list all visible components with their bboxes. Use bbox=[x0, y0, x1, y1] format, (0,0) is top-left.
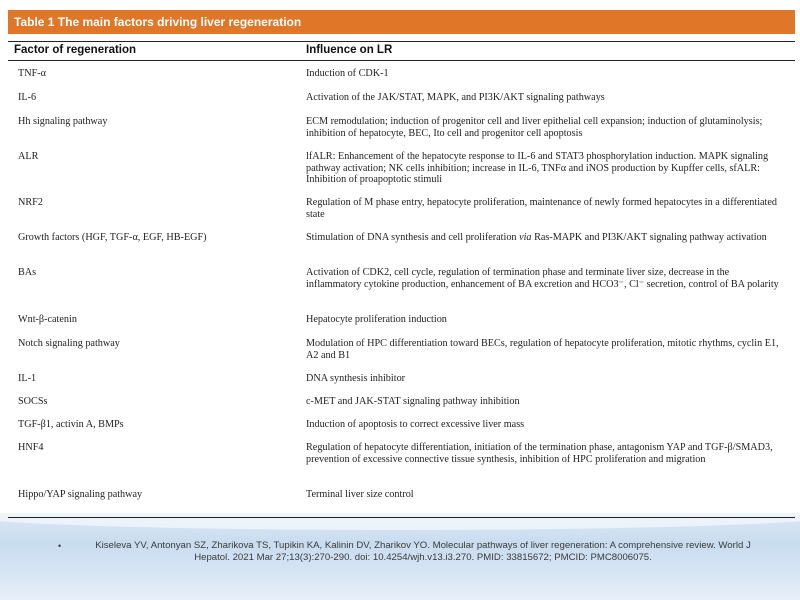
row-factor: NRF2 bbox=[18, 197, 43, 208]
row-factor: ALR bbox=[18, 151, 39, 162]
table-header-row bbox=[8, 42, 795, 61]
influence-text-post: Ras-MAPK and PI3K/AKT signaling pathway activation bbox=[531, 232, 767, 243]
row-factor: Hh signaling pathway bbox=[18, 116, 108, 127]
row-influence: lfALR: Enhancement of the hepatocyte response to IL-6 and STAT3 phosphorylation induction. MAPK signaling pathway activation; NK cells inhibition; increase in IL-6, TNFα and iNOS production by Kupffer cells, sfALR: Inhibition of proapoptotic stimuli bbox=[306, 151, 769, 185]
row-influence: c-MET and JAK-STAT signaling pathway inhibition bbox=[306, 396, 520, 407]
row-influence: Modulation of HPC differentiation toward BECs, regulation of hepatocyte proliferation, mitotic rhythms, cyclin E1, A2 and B1 bbox=[306, 338, 779, 361]
row-influence bbox=[306, 232, 784, 244]
regeneration-table bbox=[8, 10, 795, 510]
row-influence: Induction of CDK-1 bbox=[306, 68, 389, 79]
citation-bullet: • bbox=[58, 541, 62, 551]
row-influence: DNA synthesis inhibitor bbox=[306, 373, 406, 384]
table-bottom-rule bbox=[8, 517, 795, 518]
row-influence: Regulation of M phase entry, hepatocyte proliferation, maintenance of newly formed hepatocytes in a differentiated state bbox=[306, 197, 777, 220]
row-influence: ECM remodulation; induction of progenitor cell and liver epithelial cell expansion; induction of glutaminolysis; inhibition of hepatocyte, BEC, Ito cell and progenitor cell apoptosis bbox=[306, 116, 763, 139]
row-factor: IL-1 bbox=[18, 373, 37, 384]
row-factor: BAs bbox=[18, 267, 37, 278]
row-factor: Growth factors (HGF, TGF-α, EGF, HB-EGF) bbox=[18, 232, 207, 243]
row-influence: Regulation of hepatocyte differentiation, initiation of the termination phase, antagonism YAP and TGF-β/SMAD3, prevention of excessive connective tissue synthesis, inhibition of HPC proliferation and migration bbox=[306, 442, 773, 465]
row-factor: Hippo/YAP signaling pathway bbox=[18, 489, 143, 500]
row-factor: Notch signaling pathway bbox=[18, 338, 120, 349]
row-factor: HNF4 bbox=[18, 442, 44, 453]
row-factor: TNF-α bbox=[18, 68, 46, 79]
row-factor: TGF-β1, activin A, BMPs bbox=[18, 419, 124, 430]
table-title: Table 1 The main factors driving liver regeneration bbox=[8, 10, 795, 34]
row-factor: SOCSs bbox=[18, 396, 48, 407]
header-influence: Influence on LR bbox=[306, 44, 393, 56]
row-influence: Terminal liver size control bbox=[306, 489, 414, 500]
row-influence: Activation of CDK2, cell cycle, regulation of termination phase and terminate liver size, decrease in the inflammatory cytokine production, enhancement of BA excretion and HCO3⁻, Cl⁻ secretion, control of BA polarity bbox=[306, 267, 779, 290]
influence-text-via: via bbox=[519, 232, 532, 243]
row-influence: Induction of apoptosis to correct excessive liver mass bbox=[306, 419, 525, 430]
row-factor: IL-6 bbox=[18, 92, 37, 103]
influence-text-pre: Stimulation of DNA synthesis and cell proliferation bbox=[306, 232, 520, 243]
row-influence: Hepatocyte proliferation induction bbox=[306, 314, 447, 325]
row-factor: Wnt-β-catenin bbox=[18, 314, 77, 325]
citation-text: Kiseleva YV, Antonyan SZ, Zharikova TS, Tupikin KA, Kalinin DV, Zharikov YO. Molecular pathways of liver regeneration: A comprehensive review. World J Hepatol. 2021 Mar 27;13(3):270-290. doi: 10.4254/wjh.v13.i3.270. PMID: 33815672; PMCID: PMC8006075. bbox=[95, 540, 751, 563]
row-influence: Activation of the JAK/STAT, MAPK, and PI3K/AKT signaling pathways bbox=[306, 92, 605, 103]
header-factor: Factor of regeneration bbox=[14, 44, 137, 56]
